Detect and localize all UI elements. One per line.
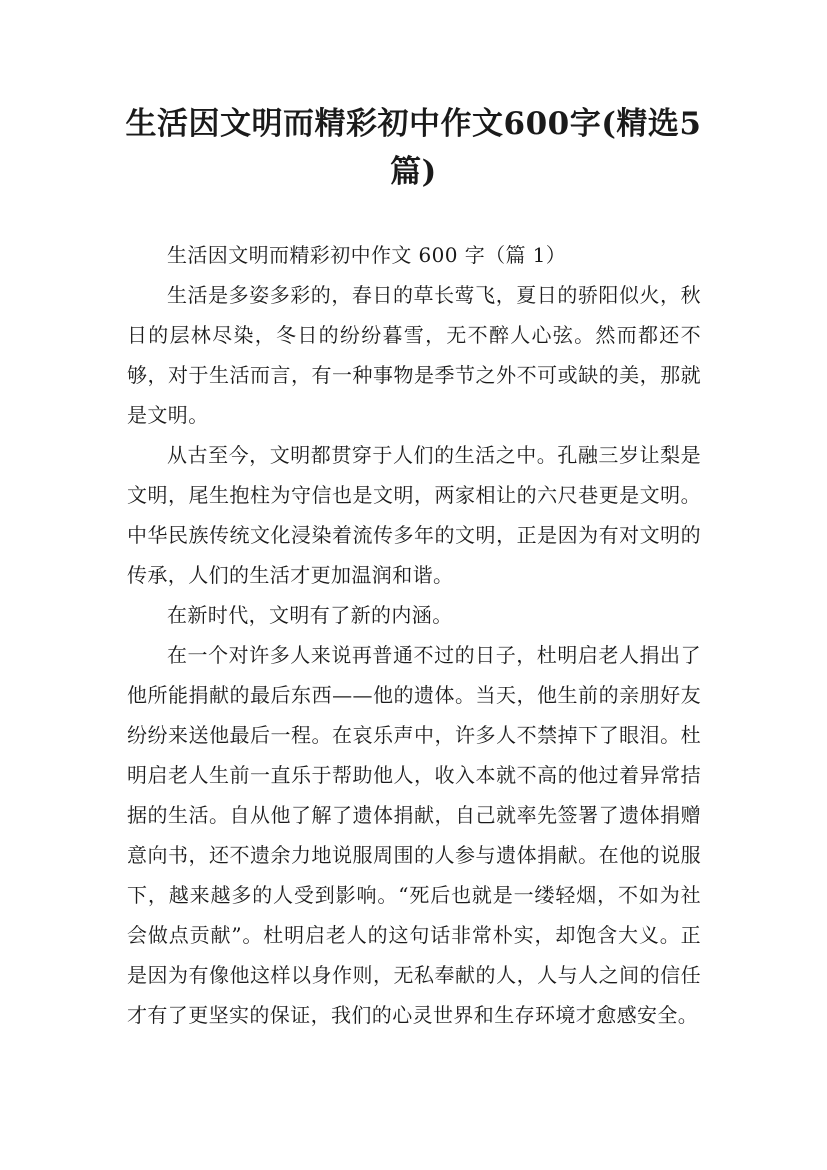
- paragraph: 生活是多姿多彩的，春日的草长莺飞，夏日的骄阳似火，秋日的层林尽染，冬日的纷纷暮雪，无不醉人心弦。然而都还不够，对于生活而言，有一种事物是季节之外不可或缺的美，那就是文明。: [127, 283, 701, 427]
- paragraph: 在一个对许多人来说再普通不过的日子，杜明启老人捐出了他所能捐献的最后东西——他的遗体。当天，他生前的亲朋好友纷纷来送他最后一程。在哀乐声中，许多人不禁掉下了眼泪。杜明启老人生前一直乐于帮助他人，收入本就不高的他过着异常拮据的生活。自从他了解了遗体捐献，自己就率先签署了遗体捐赠意向书，还不遗余力地说服周围的人参与遗体捐献。在他的说服下，越来越多的人受到影响。“死后也就是一缕轻烟，不如为社会做点贡献”。杜明启老人的这句话非常朴实，却饱含大义。正是因为有像他这样以身作则，无私奉献的人，人与人之间的信任才有了更坚实的保证，我们的心灵世界和生存环境才愈感安全。: [127, 643, 701, 1027]
- paragraph: 从古至今，文明都贯穿于人们的生活之中。孔融三岁让梨是文明，尾生抱柱为守信也是文明，两家相让的六尺巷更是文明。中华民族传统文化浸染着流传多年的文明，正是因为有对文明的传承，人们的生活才更加温润和谐。: [127, 443, 701, 587]
- document-title: 生活因文明而精彩初中作文600字(精选5篇): [125, 106, 702, 190]
- paragraph: 在新时代，文明有了新的内涵。: [167, 603, 453, 627]
- section-heading: 生活因文明而精彩初中作文 600 字（篇 1）: [167, 243, 567, 267]
- document-body: [127, 235, 701, 1035]
